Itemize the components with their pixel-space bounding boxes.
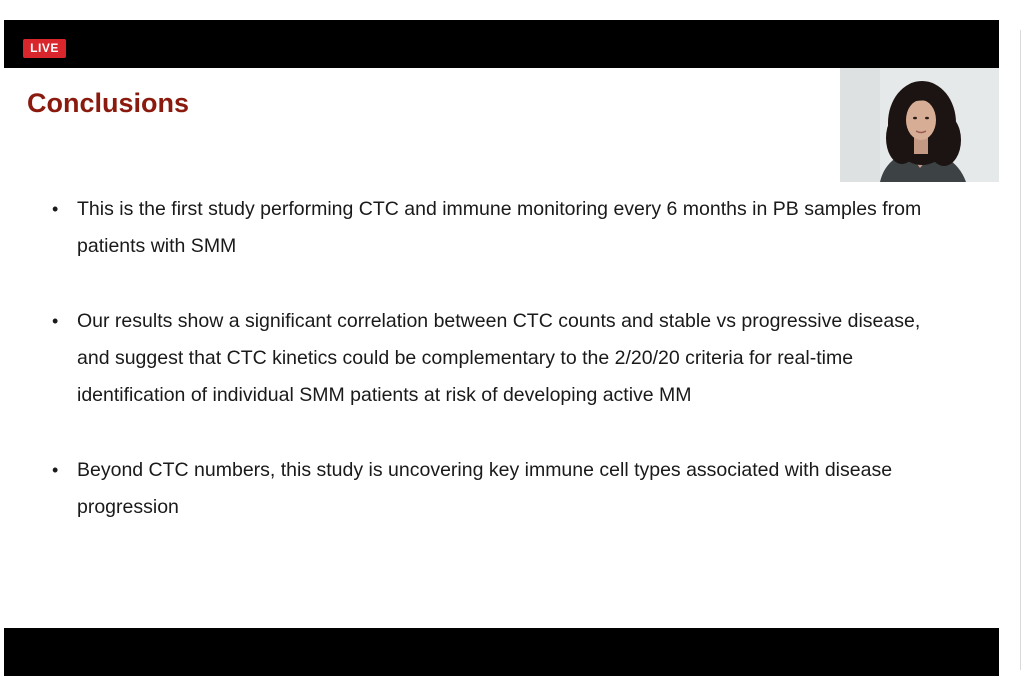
bullet-marker: • xyxy=(52,460,59,480)
bullet-marker: • xyxy=(52,199,59,219)
presenter-webcam xyxy=(840,68,999,182)
bullet-marker: • xyxy=(52,311,59,331)
live-badge: LIVE xyxy=(23,39,66,58)
bullet-item xyxy=(52,303,942,414)
presenter-webcam-icon xyxy=(840,68,999,182)
bottom-letterbox-bar xyxy=(4,628,999,676)
bullet-list xyxy=(52,191,942,564)
bullet-item xyxy=(52,452,942,526)
slide-title: Conclusions xyxy=(27,88,190,118)
bullet-item xyxy=(52,191,942,265)
bullet-text: Beyond CTC numbers, this study is uncovering key immune cell types associated with disease progression xyxy=(77,459,893,518)
bullet-text: This is the first study performing CTC and immune monitoring every 6 months in PB samples from patients with SMM xyxy=(77,198,922,257)
bullet-text: Our results show a significant correlation between CTC counts and stable vs progressive disease, and suggest that CTC kinetics could be complementary to the 2/20/20 criteria for real-time identification of individual SMM patients at risk of developing active MM xyxy=(77,310,921,406)
top-letterbox-bar xyxy=(4,20,999,68)
scrollbar-edge xyxy=(1020,30,1021,670)
